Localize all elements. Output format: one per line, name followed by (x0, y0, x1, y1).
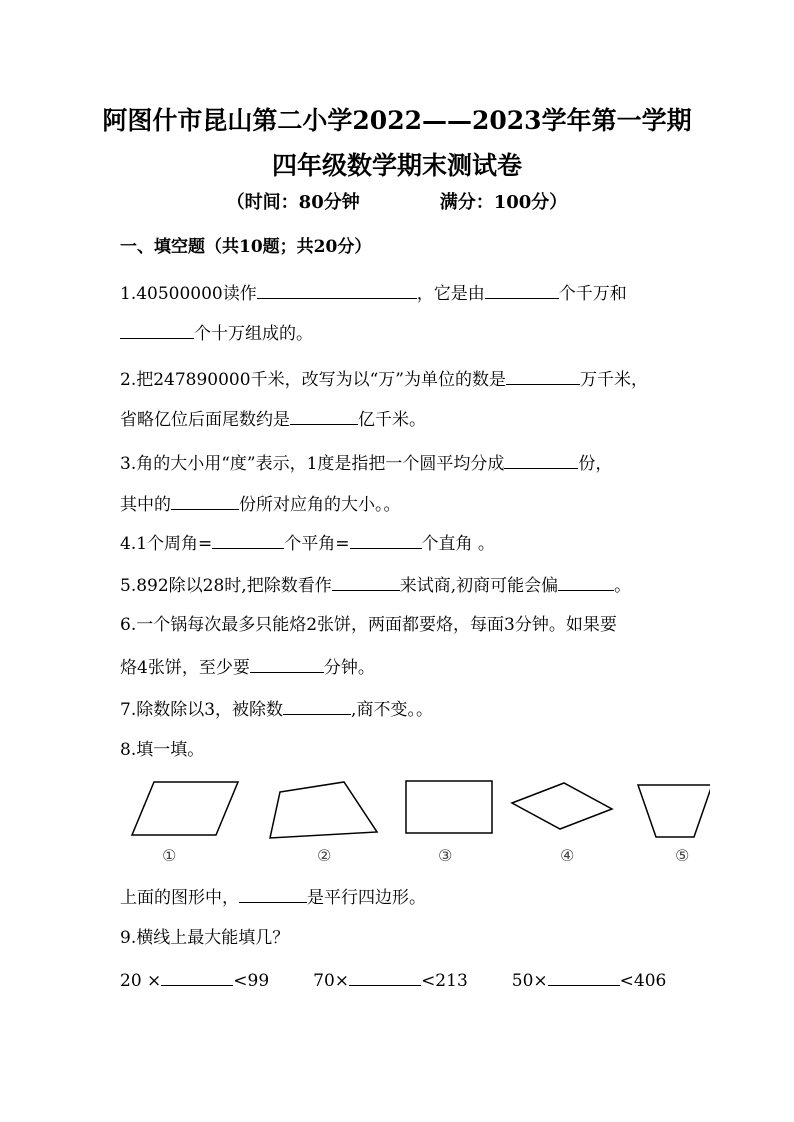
question-text: 亿千米。 (358, 410, 426, 430)
answer-blank[interactable] (120, 320, 194, 339)
question-text: <406 (619, 971, 667, 991)
answer-blank[interactable] (349, 967, 421, 986)
answer-blank[interactable] (283, 696, 351, 715)
answer-blank[interactable] (350, 530, 422, 549)
question-9-prompt (120, 926, 289, 950)
answer-blank[interactable] (250, 654, 324, 673)
question-text: 烙4张饼，至少要 (120, 658, 250, 678)
question-text: 6.一个锅每次最多只能烙2张饼，两面都要烙，每面3分钟。如果要 (120, 615, 617, 635)
quadrilateral-figures (120, 775, 710, 875)
shape-label: ③ (438, 846, 453, 865)
answer-blank[interactable] (161, 967, 233, 986)
question-text: 是平行四边形。 (307, 888, 426, 908)
exam-title-subject: 四年级数学期末测试卷 (271, 151, 522, 180)
question-4 (120, 530, 495, 556)
question-text: 7.除数除以3，被除数 (120, 700, 284, 720)
shape-label: ⑤ (675, 846, 690, 865)
question-2-line-1 (120, 366, 648, 392)
question-text: 4.1个周角= (120, 534, 213, 554)
question-text: 70× (313, 971, 350, 991)
time-label: （时间：80分钟 (226, 192, 360, 213)
shape-label: ④ (560, 846, 575, 865)
question-text: 8.填一填。 (120, 740, 205, 760)
shape-1-parallelogram (132, 782, 238, 835)
answer-blank[interactable] (239, 884, 307, 903)
answer-blank[interactable] (332, 572, 400, 591)
question-text: 份， (578, 454, 613, 474)
question-text: 来试商,初商可能会偏 (399, 576, 559, 596)
question-1-line-2 (120, 320, 313, 346)
section-heading-fill-blank: 一、填空题（共10题；共20分） (120, 237, 372, 257)
shape-label: ① (162, 846, 177, 865)
answer-blank[interactable] (171, 491, 239, 510)
question-text: <99 (233, 971, 270, 991)
question-7 (120, 696, 433, 722)
question-text: 3.角的大小用“度”表示，1度是指把一个圆平均分成 (120, 454, 505, 474)
question-2-line-2 (120, 406, 426, 432)
question-text: 个十万组成的。 (194, 324, 313, 344)
question-3-line-2 (120, 491, 401, 517)
question-text: 上面的图形中， (120, 888, 239, 908)
question-text: 个平角= (284, 534, 350, 554)
answer-blank[interactable] (548, 967, 620, 986)
exam-title-school: 阿图什市昆山第二小学2022——2023学年第一学期 (102, 106, 692, 135)
shape-2-quadrilateral (270, 782, 377, 838)
question-6-line-2 (120, 654, 375, 680)
question-5 (120, 572, 631, 598)
question-6-line-1 (120, 613, 617, 637)
shape-4-rhombus (512, 783, 612, 829)
question-8-prompt (120, 738, 204, 762)
question-text: 2.把247890000千米，改写为以“万”为单位的数是 (120, 370, 506, 390)
question-1-line-1 (120, 280, 627, 306)
answer-blank[interactable] (558, 572, 614, 591)
question-text: 。 (614, 576, 632, 596)
score-label: 满分：100分） (439, 192, 568, 213)
shape-3-rectangle (406, 781, 492, 833)
question-text: 1.40500000读作 (120, 284, 257, 304)
question-text: ，它是由 (416, 284, 485, 304)
answer-blank[interactable] (212, 530, 284, 549)
answer-blank[interactable] (504, 450, 578, 469)
answer-blank[interactable] (485, 280, 559, 299)
question-text: 万千米， (579, 370, 648, 390)
answer-blank[interactable] (257, 280, 417, 299)
question-text: 个千万和 (558, 284, 627, 304)
shape-label: ② (317, 846, 332, 865)
exam-time-score (0, 188, 794, 214)
question-text: 分钟。 (323, 658, 375, 678)
question-text: <213 (421, 971, 468, 991)
answer-blank[interactable] (290, 406, 358, 425)
question-text: ,商不变。。 (351, 700, 433, 720)
question-text: 个直角 。 (421, 534, 495, 554)
question-text: 50× (511, 971, 548, 991)
question-9-items (120, 967, 666, 993)
question-text: 20 × (120, 971, 162, 991)
question-text: 省略亿位后面尾数约是 (120, 410, 290, 430)
question-8-answer-line (120, 884, 426, 910)
question-text: 份所对应角的大小。。 (239, 495, 401, 515)
question-3-line-1 (120, 450, 612, 476)
shape-5-trapezoid (638, 785, 710, 837)
question-text: 9.横线上最大能填几？ (120, 928, 290, 948)
question-text: 5.892除以28时,把除数看作 (120, 576, 332, 596)
question-text: 其中的 (120, 495, 171, 515)
answer-blank[interactable] (506, 366, 580, 385)
